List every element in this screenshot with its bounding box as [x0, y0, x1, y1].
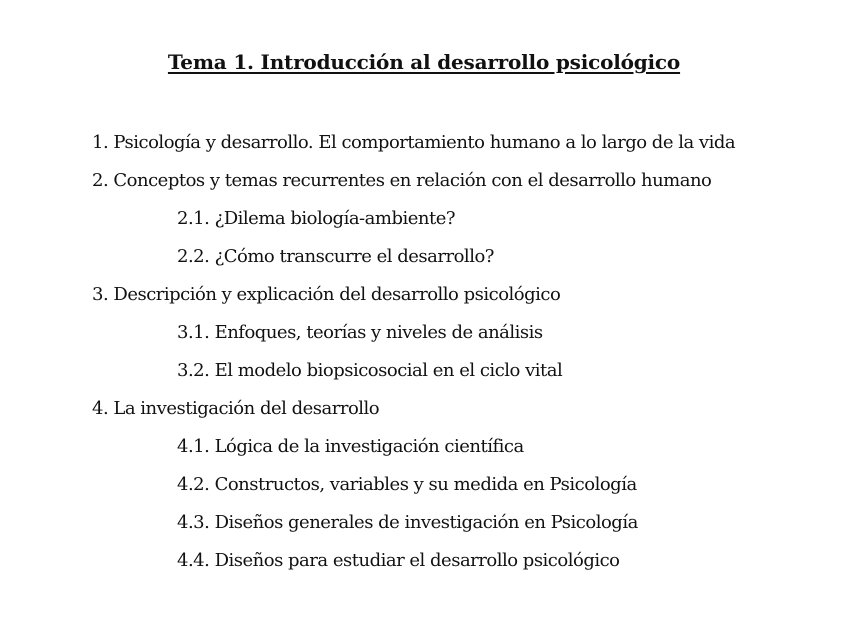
outline-subsection-3-2: 3.2. El modelo biopsicosocial en el ciclo vital	[177, 360, 563, 381]
outline-subsection-4-2: 4.2. Constructos, variables y su medida en Psicología	[177, 474, 637, 495]
outline-section-4: 4. La investigación del desarrollo	[92, 398, 380, 419]
outline-subsection-4-4: 4.4. Diseños para estudiar el desarrollo psicológico	[177, 550, 620, 571]
outline-subsection-3-1: 3.1. Enfoques, teorías y niveles de análisis	[177, 322, 543, 343]
outline-section-2: 2. Conceptos y temas recurrentes en relación con el desarrollo humano	[92, 170, 712, 191]
outline-subsection-4-3: 4.3. Diseños generales de investigación en Psicología	[177, 512, 638, 533]
outline-subsection-2-1: 2.1. ¿Dilema biología-ambiente?	[177, 208, 456, 229]
outline-subsection-4-1: 4.1. Lógica de la investigación científica	[177, 436, 524, 457]
topic-outline	[0, 126, 848, 582]
document-title: Tema 1. Introducción al desarrollo psicológico	[167, 50, 681, 74]
outline-section-1: 1. Psicología y desarrollo. El comportamiento humano a lo largo de la vida	[92, 132, 736, 153]
outline-subsection-2-2: 2.2. ¿Cómo transcurre el desarrollo?	[177, 246, 494, 267]
outline-section-3: 3. Descripción y explicación del desarrollo psicológico	[92, 284, 561, 305]
